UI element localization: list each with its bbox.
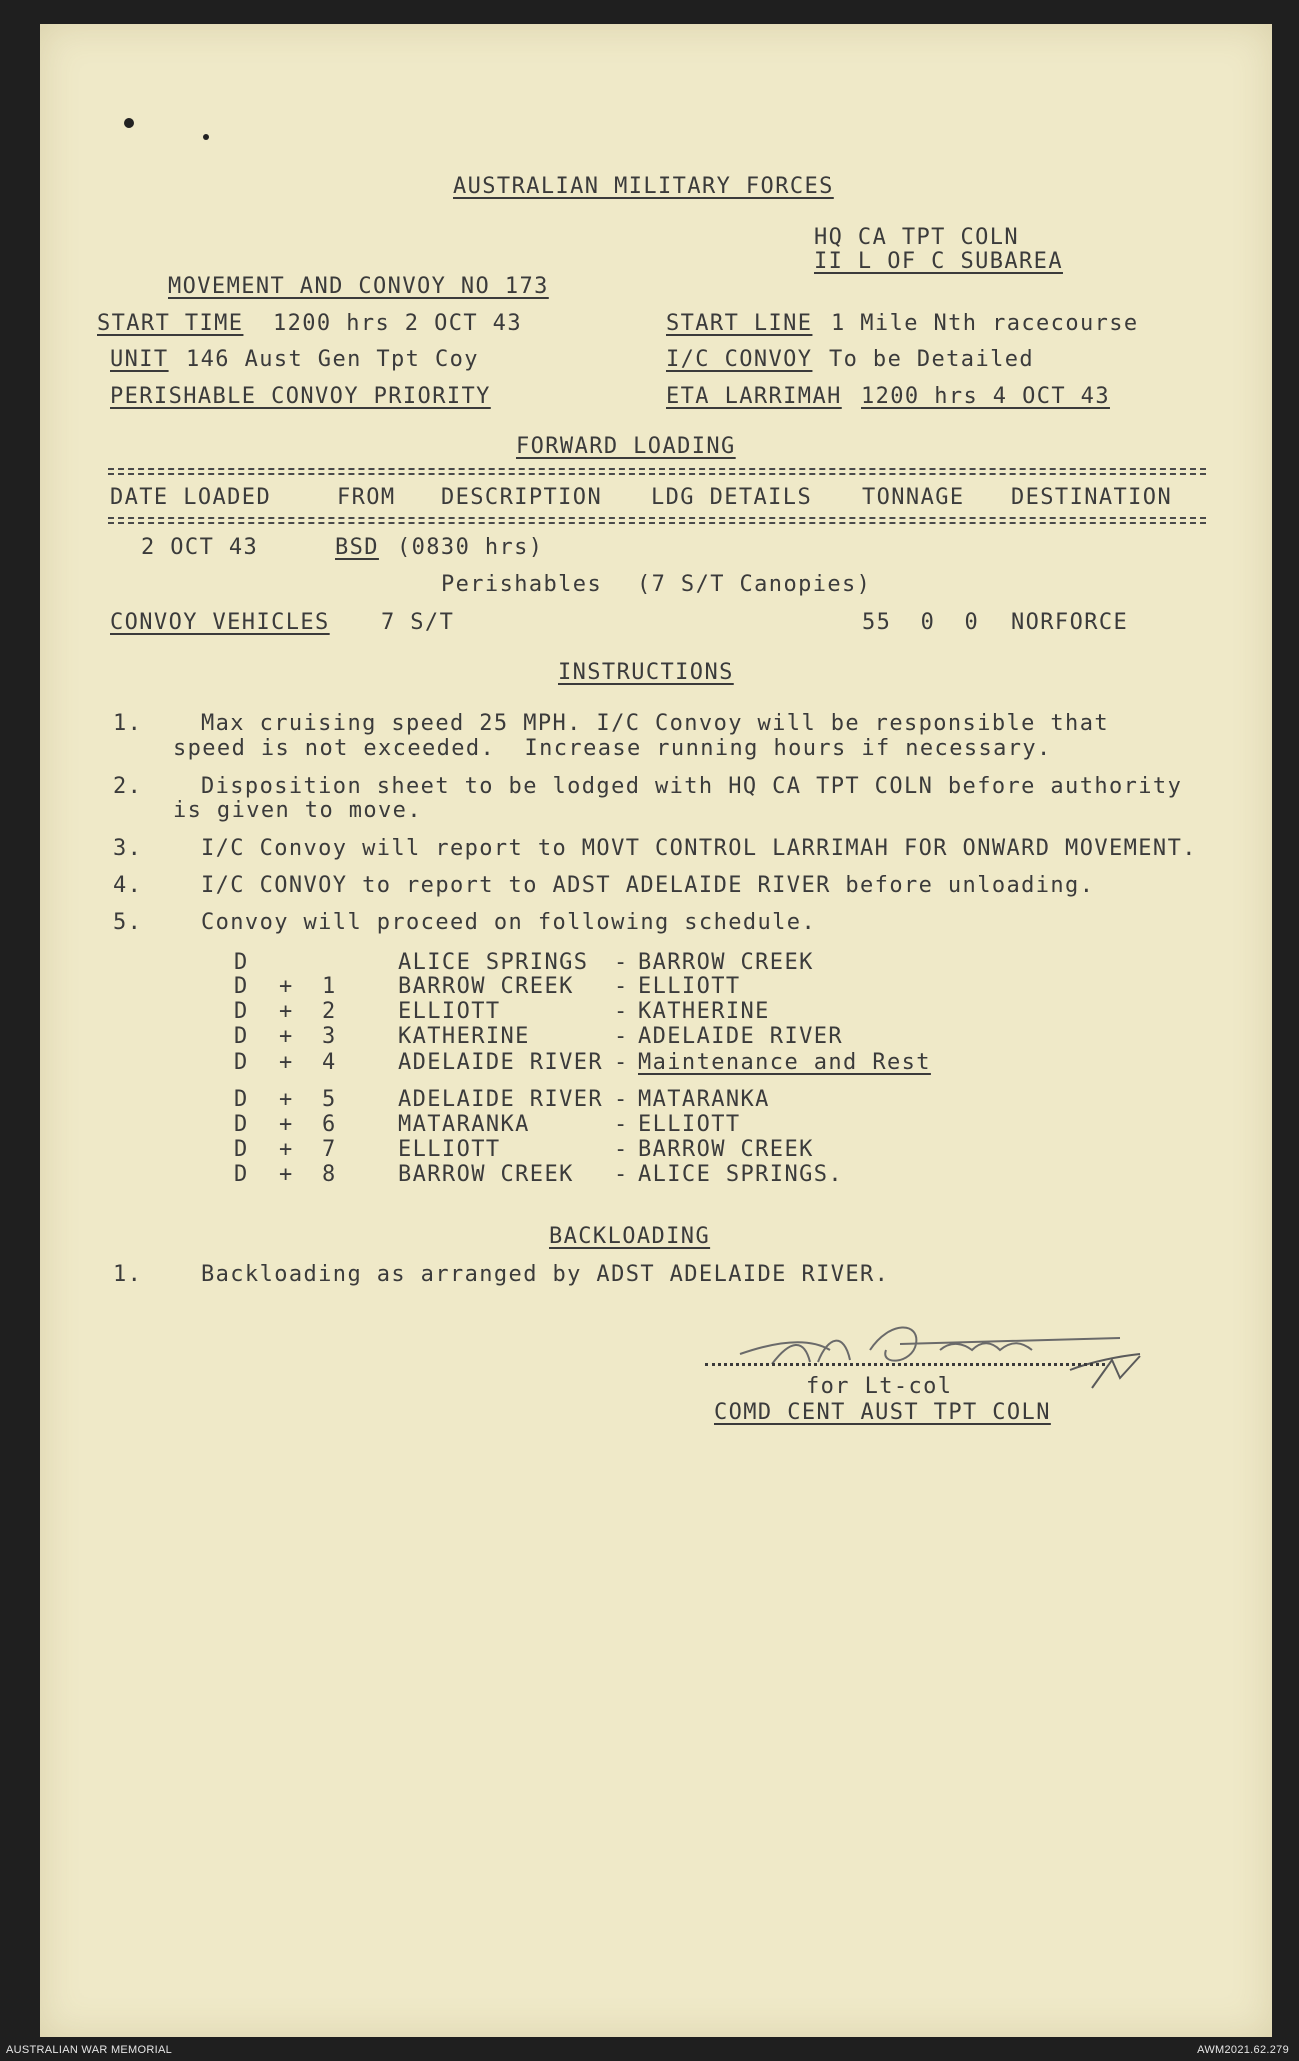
schedule-dash: - [614, 974, 629, 999]
schedule-from: ADELAIDE RIVER [398, 1087, 604, 1112]
instruction-text: Convoy will proceed on following schedule. [201, 910, 817, 935]
schedule-day-offset: 8 [322, 1162, 337, 1187]
schedule-from: ELLIOTT [398, 1137, 501, 1162]
signature-title: COMD CENT AUST TPT COLN [714, 1400, 1051, 1425]
schedule-plus: + [279, 1137, 294, 1162]
schedule-to: KATHERINE [638, 999, 770, 1024]
schedule-day-offset: 4 [322, 1050, 337, 1075]
schedule-day-offset: 6 [322, 1112, 337, 1137]
column-header-ldg-details: LDG DETAILS [651, 485, 813, 510]
hq-line-2: II L OF C SUBAREA [814, 249, 1063, 274]
ic-convoy-label: I/C CONVOY [666, 347, 813, 372]
schedule-day: D [234, 1024, 249, 1049]
table-rule-top-2 [108, 473, 1206, 475]
table-rule-top [108, 468, 1206, 470]
schedule-plus: + [279, 999, 294, 1024]
schedule-plus: + [279, 1162, 294, 1187]
schedule-day: D [234, 1087, 249, 1112]
schedule-day: D [234, 1162, 249, 1187]
table-rule-bottom [108, 517, 1206, 519]
schedule-to: ELLIOTT [638, 1112, 741, 1137]
start-line-value: 1 Mile Nth racecourse [831, 311, 1139, 336]
hq-line-1: HQ CA TPT COLN [814, 225, 1020, 250]
schedule-day-offset: 3 [322, 1024, 337, 1049]
convoy-vehicles-value: 7 S/T [381, 610, 455, 635]
backloading-number: 1. [113, 1262, 143, 1287]
schedule-day: D [234, 974, 249, 999]
schedule-dash: - [614, 1024, 629, 1049]
column-header-date-loaded: DATE LOADED [110, 485, 272, 510]
schedule-plus: + [279, 1024, 294, 1049]
schedule-from: BARROW CREEK [398, 1162, 574, 1187]
schedule-from: ALICE SPRINGS [398, 950, 589, 975]
instruction-text: I/C Convoy will report to MOVT CONTROL LARRIMAH FOR ONWARD MOVEMENT. [201, 836, 1197, 861]
schedule-dash: - [614, 1050, 629, 1075]
schedule-from: ELLIOTT [398, 999, 501, 1024]
schedule-day: D [234, 999, 249, 1024]
schedule-day-offset: 1 [322, 974, 337, 999]
table-rule-bottom-2 [108, 522, 1206, 524]
ic-convoy-value: To be Detailed [829, 347, 1035, 372]
schedule-to: Maintenance and Rest [638, 1050, 931, 1075]
start-time-value: 1200 hrs 2 OCT 43 [273, 311, 522, 336]
footer-right: AWM2021.62.279 [1197, 2044, 1289, 2056]
instruction-text: speed is not exceeded. Increase running hours if necessary. [173, 736, 1052, 761]
convoy-priority: PERISHABLE CONVOY PRIORITY [110, 384, 491, 409]
unit-value: 146 Aust Gen Tpt Coy [186, 347, 479, 372]
schedule-from: KATHERINE [398, 1024, 530, 1049]
schedule-plus: + [279, 1087, 294, 1112]
schedule-to: BARROW CREEK [638, 950, 814, 975]
loaded-from: BSD [335, 535, 379, 560]
start-line-label: START LINE [666, 311, 813, 336]
schedule-dash: - [614, 1162, 629, 1187]
instruction-text: Disposition sheet to be lodged with HQ CA TPT COLN before authority [201, 774, 1183, 799]
schedule-day: D [234, 1137, 249, 1162]
schedule-from: BARROW CREEK [398, 974, 574, 999]
schedule-day: D [234, 950, 249, 975]
schedule-plus: + [279, 1112, 294, 1137]
schedule-dash: - [614, 950, 629, 975]
movement-number: MOVEMENT AND CONVOY NO 173 [168, 274, 549, 299]
loaded-date: 2 OCT 43 [141, 535, 259, 560]
backloading-heading: BACKLOADING [549, 1224, 711, 1249]
schedule-to: ALICE SPRINGS. [638, 1162, 844, 1187]
load-destination: NORFORCE [1011, 610, 1129, 635]
start-time-label: START TIME [97, 311, 244, 336]
instruction-text: I/C CONVOY to report to ADST ADELAIDE RIVER before unloading. [201, 873, 1095, 898]
instruction-number: 5. [113, 910, 143, 935]
signature-dotted-line [705, 1363, 1105, 1366]
column-header-tonnage: TONNAGE [862, 485, 965, 510]
schedule-dash: - [614, 1137, 629, 1162]
eta-value: 1200 hrs 4 OCT 43 [861, 384, 1110, 409]
schedule-day-offset: 5 [322, 1087, 337, 1112]
column-header-description: DESCRIPTION [441, 485, 603, 510]
instruction-number: 4. [113, 873, 143, 898]
schedule-plus: + [279, 974, 294, 999]
convoy-vehicles-label: CONVOY VEHICLES [110, 610, 330, 635]
instruction-text: Max cruising speed 25 MPH. I/C Convoy will be responsible that [201, 711, 1109, 736]
schedule-from: MATARANKA [398, 1112, 530, 1137]
schedule-dash: - [614, 1087, 629, 1112]
signature-for-line: for Lt-col [806, 1374, 953, 1399]
instruction-number: 1. [113, 711, 143, 736]
schedule-dash: - [614, 999, 629, 1024]
schedule-plus: + [279, 1050, 294, 1075]
load-details: (7 S/T Canopies) [637, 572, 872, 597]
instruction-text: is given to move. [173, 798, 422, 823]
document-title: AUSTRALIAN MILITARY FORCES [453, 174, 834, 199]
instruction-number: 3. [113, 836, 143, 861]
backloading-text: Backloading as arranged by ADST ADELAIDE RIVER. [201, 1262, 890, 1287]
schedule-day-offset: 7 [322, 1137, 337, 1162]
instruction-number: 2. [113, 774, 143, 799]
schedule-day: D [234, 1112, 249, 1137]
column-header-from: FROM [337, 485, 396, 510]
schedule-to: MATARANKA [638, 1087, 770, 1112]
column-header-destination: DESTINATION [1011, 485, 1173, 510]
footer-left: AUSTRALIAN WAR MEMORIAL [6, 2044, 173, 2056]
schedule-from: ADELAIDE RIVER [398, 1050, 604, 1075]
eta-label: ETA LARRIMAH [666, 384, 842, 409]
forward-loading-heading: FORWARD LOADING [516, 434, 736, 459]
schedule-day-offset: 2 [322, 999, 337, 1024]
schedule-dash: - [614, 1112, 629, 1137]
load-description: Perishables [441, 572, 603, 597]
instructions-heading: INSTRUCTIONS [558, 660, 734, 685]
loaded-from-time: (0830 hrs) [397, 535, 544, 560]
schedule-to: ADELAIDE RIVER [638, 1024, 844, 1049]
schedule-to: BARROW CREEK [638, 1137, 814, 1162]
schedule-day: D [234, 1050, 249, 1075]
load-tonnage: 55 0 0 [862, 610, 980, 635]
schedule-to: ELLIOTT [638, 974, 741, 999]
unit-label: UNIT [110, 347, 169, 372]
